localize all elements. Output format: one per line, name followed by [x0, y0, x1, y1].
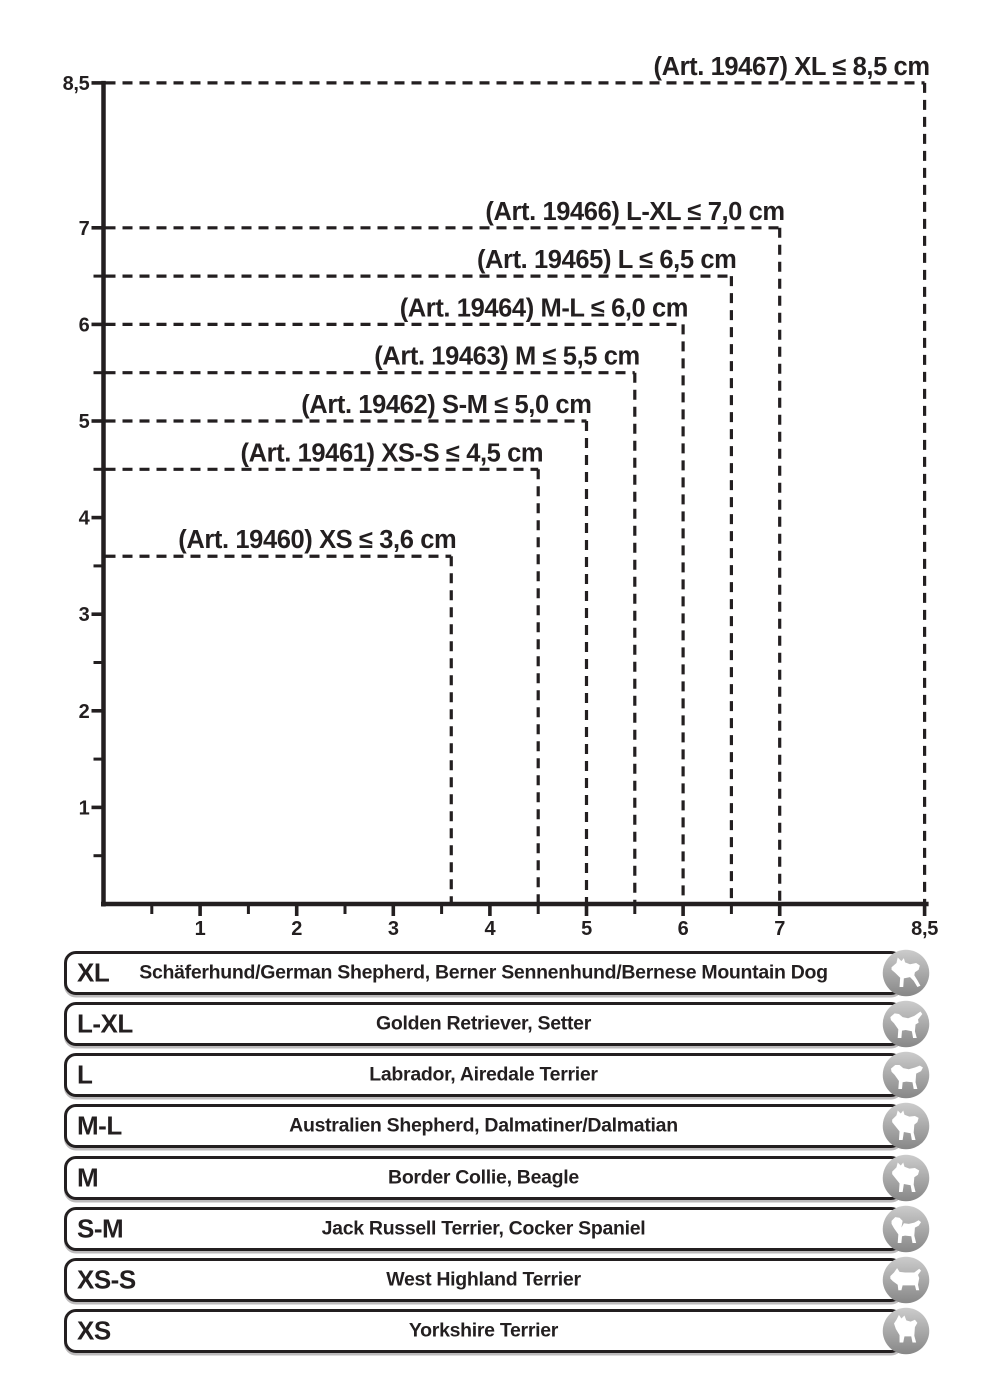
size-row-xs — [64, 1309, 903, 1353]
y-tick-label-8,5: 8,5 — [62, 72, 90, 95]
size-label: XS — [77, 1315, 111, 1346]
size-box-label-L-XL: (Art. 19466) L-XL ≤ 7,0 cm — [485, 197, 785, 226]
size-box-label-M-L: (Art. 19464) M-L ≤ 6,0 cm — [399, 294, 689, 323]
breeds-label: West Highland Terrier — [386, 1268, 581, 1291]
y-tick-label-4: 4 — [78, 507, 90, 530]
x-tick-label-3: 3 — [387, 918, 399, 940]
size-row-m-l — [64, 1104, 903, 1148]
german-shepherd-icon — [882, 949, 930, 997]
size-row-xl — [64, 951, 903, 995]
west-highland-terrier-icon — [882, 1256, 930, 1304]
x-tick-label-5: 5 — [581, 918, 592, 940]
size-label: L-XL — [77, 1008, 133, 1039]
y-tick-label-5: 5 — [78, 411, 90, 433]
size-label: S-M — [77, 1213, 124, 1244]
size-label: XS-S — [77, 1264, 136, 1295]
size-label: M-L — [77, 1110, 122, 1141]
y-tick-label-2: 2 — [78, 700, 90, 723]
breeds-label: Golden Retriever, Setter — [376, 1012, 591, 1035]
size-label: L — [77, 1059, 93, 1090]
breeds-label: Labrador, Airedale Terrier — [369, 1063, 598, 1086]
x-tick-label-6: 6 — [677, 918, 689, 940]
y-tick-label-1: 1 — [78, 797, 90, 820]
size-row-m — [64, 1156, 903, 1200]
size-box-label-XS: (Art. 19460) XS ≤ 3,6 cm — [178, 526, 457, 555]
labrador-icon — [882, 1051, 930, 1099]
breeds-label: Schäferhund/German Shepherd, Berner Sennenhund/Bernese Mountain Dog — [139, 961, 828, 984]
y-tick-label-3: 3 — [78, 604, 90, 627]
size-row-l-xl — [64, 1002, 903, 1046]
cocker-spaniel-icon — [882, 1205, 930, 1253]
size-box-label-L: (Art. 19465) L ≤ 6,5 cm — [476, 246, 737, 275]
size-box-label-M: (Art. 19463) M ≤ 5,5 cm — [374, 342, 640, 371]
y-tick-label-6: 6 — [78, 314, 90, 337]
size-box-label-XS-S: (Art. 19461) XS-S ≤ 4,5 cm — [240, 439, 544, 468]
australian-shepherd-icon — [882, 1102, 930, 1150]
size-label: M — [77, 1162, 99, 1193]
size-box-label-S-M: (Art. 19462) S-M ≤ 5,0 cm — [301, 391, 592, 419]
size-row-s-m — [64, 1207, 903, 1251]
size-row-xs-s — [64, 1258, 903, 1302]
x-tick-label-2: 2 — [291, 918, 303, 940]
yorkshire-terrier-icon — [882, 1307, 930, 1355]
size-box-label-XL: (Art. 19467) XL ≤ 8,5 cm — [653, 52, 930, 81]
breeds-label: Australien Shepherd, Dalmatiner/Dalmatian — [289, 1114, 678, 1137]
y-tick-label-7: 7 — [78, 217, 90, 240]
golden-retriever-icon — [882, 1000, 930, 1048]
border-collie-icon — [882, 1154, 930, 1202]
breeds-label: Jack Russell Terrier, Cocker Spaniel — [321, 1217, 646, 1240]
size-row-l — [64, 1053, 903, 1097]
x-tick-label-7: 7 — [774, 918, 786, 940]
breeds-label: Border Collie, Beagle — [388, 1166, 579, 1189]
x-tick-label-1: 1 — [194, 918, 206, 940]
x-tick-label-8,5: 8,5 — [911, 918, 939, 940]
breeds-label: Yorkshire Terrier — [408, 1319, 559, 1342]
size-label: XL — [77, 957, 110, 988]
x-tick-label-4: 4 — [484, 918, 496, 940]
